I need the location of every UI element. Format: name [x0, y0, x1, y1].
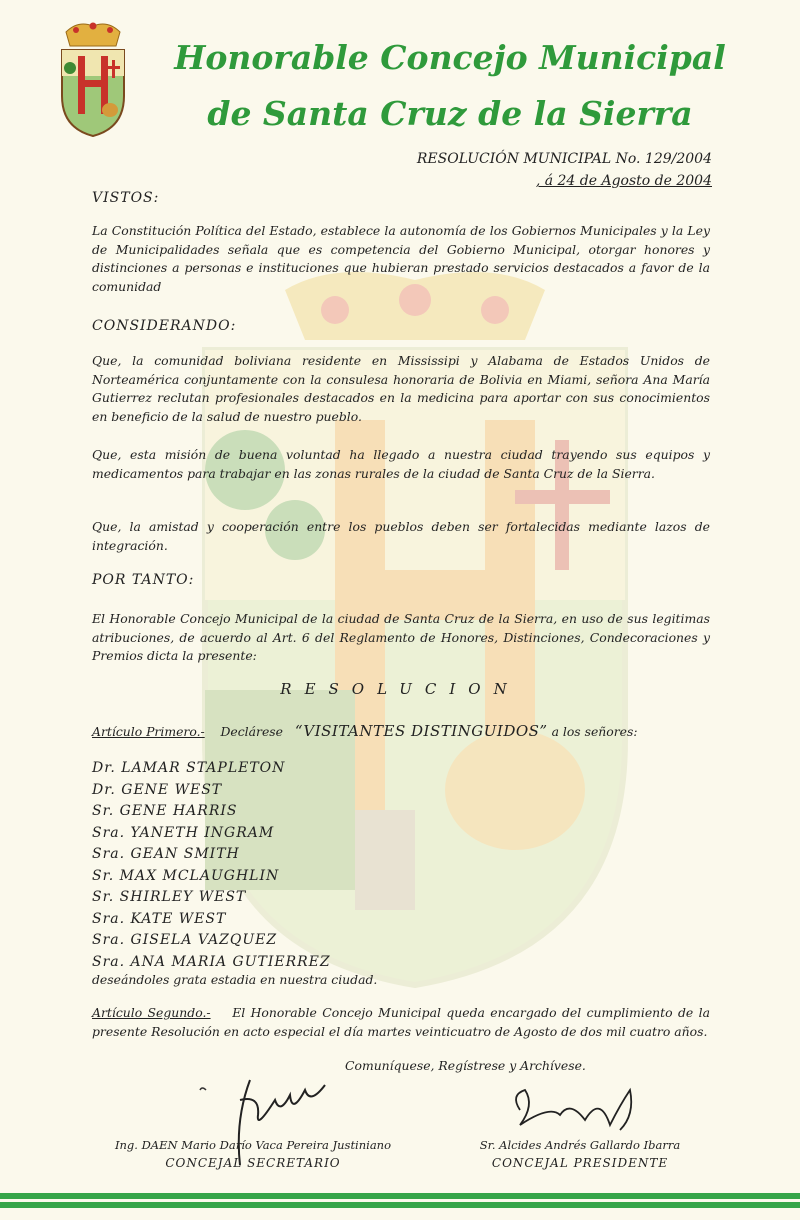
- articulo-primero-label: Artículo Primero.-: [92, 724, 205, 739]
- honoree-name: Sra. KATE WEST: [92, 910, 227, 927]
- resolution-number: RESOLUCIÓN MUNICIPAL No. 129/2004: [416, 151, 712, 167]
- municipal-crest-logo: [58, 18, 128, 140]
- secretary-role: CONCEJAL SECRETARIO: [165, 1156, 341, 1170]
- distinguished-visitors-title: “VISITANTES DISTINGUIDOS”: [294, 722, 548, 740]
- resolution-date: , á 24 de Agosto de 2004: [535, 173, 712, 189]
- honoree-name: Dr. GENE WEST: [92, 781, 223, 798]
- articulo-segundo: [92, 1004, 710, 1041]
- council-title: [150, 30, 750, 142]
- president-name: Sr. Alcides Andrés Gallardo Ibarra: [479, 1138, 681, 1152]
- considerando-paragraph: Que, la amistad y cooperación entre los pueblos deben ser fortalecidas mediante lazos de integración.: [92, 519, 710, 553]
- considerando-paragraph: Que, esta misión de buena voluntad ha llegado a nuestra ciudad trayendo sus equipos y medicamentos para trabajar en las zonas rurales de la ciudad de Santa Cruz de la Sierra.: [92, 447, 710, 481]
- president-signature: [490, 1075, 650, 1140]
- articulo-primero: [92, 722, 638, 740]
- articulo-primero-after: a los señores:: [551, 724, 638, 739]
- stay-wish: deseándoles grata estadia en nuestra ciudad.: [92, 972, 378, 987]
- resolucion-heading: RESOLUCION: [280, 680, 520, 698]
- honoree-name: Sr. SHIRLEY WEST: [92, 889, 247, 905]
- closing-formula: Comuníquese, Regístrese y Archívese.: [345, 1058, 586, 1073]
- honoree-name: Sra. YANETH INGRAM: [92, 824, 275, 841]
- president-signatory: [455, 1136, 705, 1172]
- council-title-line2: de Santa Cruz de la Sierra: [207, 94, 693, 133]
- council-title-line1: Honorable Concejo Municipal: [174, 38, 726, 77]
- footer-bar: [0, 1193, 800, 1199]
- honoree-list: [92, 758, 331, 973]
- articulo-segundo-label: Artículo Segundo.-: [92, 1005, 211, 1020]
- secretary-name: Ing. DAEN Mario Darío Vaca Pereira Justiniano: [114, 1138, 392, 1152]
- articulo-primero-declare: Declárese: [220, 724, 283, 739]
- honoree-name: Sra. GISELA VAZQUEZ: [92, 932, 278, 948]
- articulo-segundo-text: El Honorable Concejo Municipal queda encargado del cumplimiento de la presente Resolución en acto especial el día martes veinticuatro de Agosto de dos mil cuatro años.: [92, 1005, 711, 1039]
- vistos-text: La Constitución Política del Estado, establece la autonomía de los Gobiernos Municipales y la Ley de Municipalidades señala que es competencia del Gobierno Municipal, otorgar honores y distinciones a personas e instituciones que hubieran prestado servicios destacados a favor de la comunidad: [92, 223, 710, 294]
- por-tanto-heading: POR TANTO:: [92, 572, 195, 588]
- honoree-name: Sr. GENE HARRIS: [92, 803, 238, 819]
- honoree-name: Dr. LAMAR STAPLETON: [92, 760, 286, 776]
- honoree-name: Sra. GEAN SMITH: [92, 846, 240, 862]
- por-tanto-text: El Honorable Concejo Municipal de la ciudad de Santa Cruz de la Sierra, en uso de sus legitimas atribuciones, de acuerdo al Art. 6 del Reglamento de Honores, Distinciones, Condecoraciones y Premios dicta la presente:: [92, 611, 710, 663]
- secretary-signatory: [88, 1136, 418, 1172]
- footer-green-bars: [0, 1193, 800, 1211]
- considerando-paragraph: Que, la comunidad boliviana residente en Mississipi y Alabama de Estados Unidos de Norteamérica conjuntamente con la consulesa honoraria de Bolivia en Miami, señora Ana María Gutierrez reclutan profesionales destacados en la medicina para aportar con sus conocimientos en beneficio de la salud de nuestro pueblo.: [92, 353, 710, 424]
- resolution-reference: [417, 148, 712, 192]
- footer-bar: [0, 1202, 800, 1208]
- honoree-name: Sr. MAX MCLAUGHLIN: [92, 867, 280, 884]
- vistos-heading: VISTOS:: [92, 190, 160, 206]
- honoree-name: Sra. ANA MARIA GUTIERREZ: [92, 953, 331, 970]
- considerando-heading: CONSIDERANDO:: [92, 318, 237, 334]
- president-role: CONCEJAL PRESIDENTE: [491, 1156, 669, 1170]
